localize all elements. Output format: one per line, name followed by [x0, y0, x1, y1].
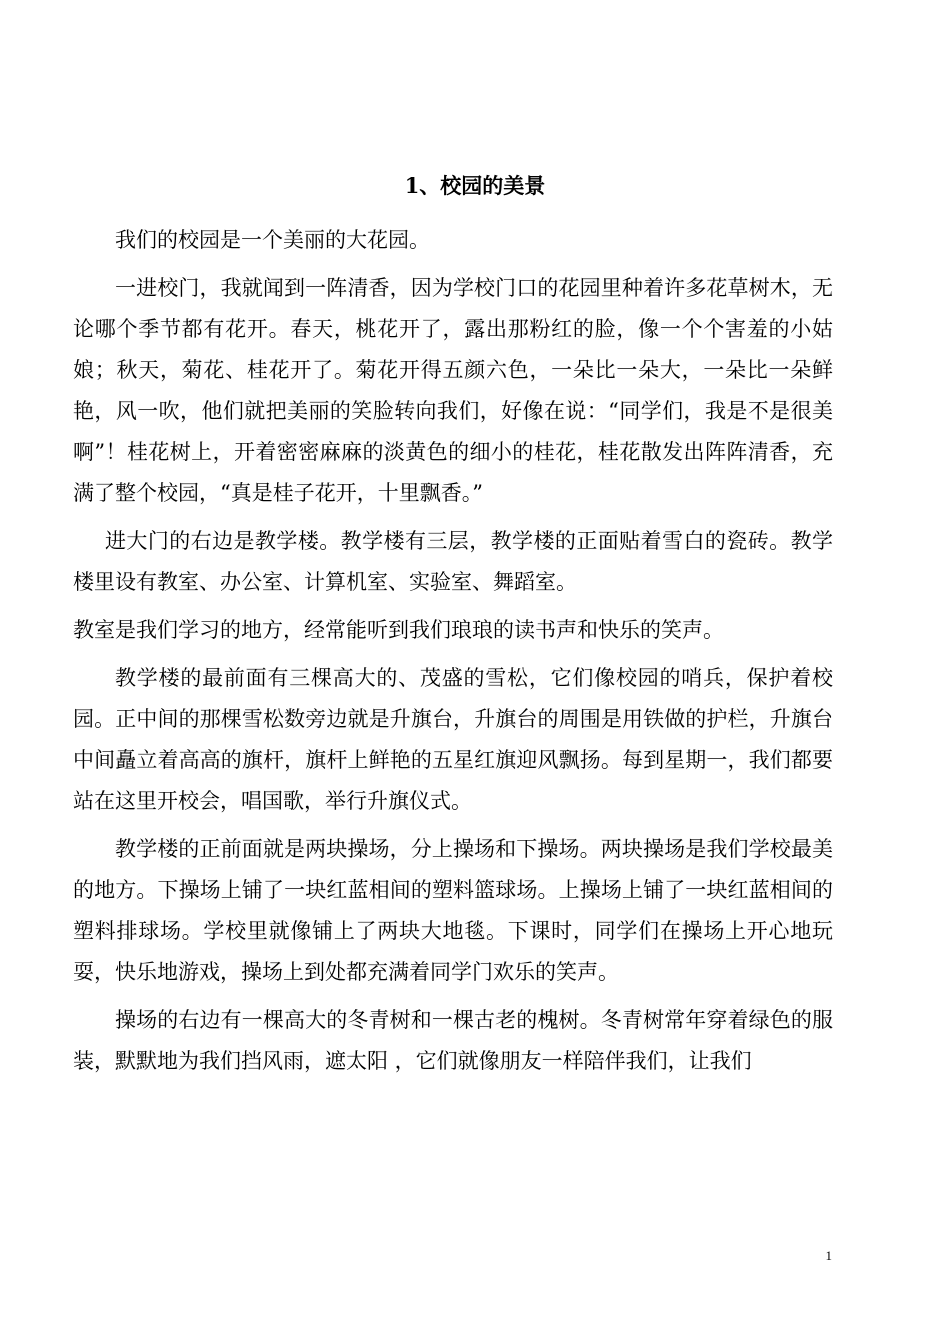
paragraph-intro: 我们的校园是一个美丽的大花园。	[115, 228, 430, 252]
paragraph-garden: 一进校门，我就闻到一阵清香，因为学校门口的花园里种着许多花草树木，无论哪个季节都有花开。春天，桃花开了，露出那粉红的脸，像一个个害羞的小姑娘；秋天，菊花、桂花开了。菊花开得五颜六色，一朵比一朵大，一朵比一朵鲜艳，风一吹，他们就把美丽的笑脸转向我们，好像在说：“同学们，我是不是很美啊”！桂花树上，开着密密麻麻的淡黄色的细小的桂花，桂花散发出阵阵清香，充满了整个校园，“真是桂子花开，十里飘香。”	[73, 276, 833, 505]
paragraph-trees: 操场的右边有一棵高大的冬青树和一棵古老的槐树。冬青树常年穿着绿色的服装，默默地为我们挡风雨，遮太阳 ，它们就像朋友一样陪伴我们，让我们	[73, 1008, 833, 1073]
document-body	[73, 220, 833, 1089]
document-title: 1、校园的美景	[404, 173, 546, 198]
paragraph-teaching-building: 进大门的右边是教学楼。教学楼有三层，教学楼的正面贴着雪白的瓷砖。教学楼里设有教室、办公室、计算机室、实验室、舞蹈室。	[73, 529, 833, 594]
page-number: 1	[825, 1248, 832, 1263]
paragraph-flag-platform: 教学楼的最前面有三棵高大的、茂盛的雪松，它们像校园的哨兵，保护着校园。正中间的那棵雪松数旁边就是升旗台，升旗台的周围是用铁做的护栏，升旗台中间矗立着高高的旗杆，旗杆上鲜艳的五星红旗迎风飘扬。每到星期一，我们都要站在这里开校会，唱国歌，举行升旗仪式。	[73, 666, 833, 813]
paragraph-playground: 教学楼的正前面就是两块操场，分上操场和下操场。两块操场是我们学校最美的地方。下操场上铺了一块红蓝相间的塑料篮球场。上操场上铺了一块红蓝相间的塑料排球场。学校里就像铺上了两块大地毯。下课时，同学们在操场上开心地玩耍，快乐地游戏，操场上到处都充满着同学门欢乐的笑声。	[73, 837, 833, 984]
paragraph-classroom: 教室是我们学习的地方，经常能听到我们琅琅的读书声和快乐的笑声。	[73, 618, 724, 642]
